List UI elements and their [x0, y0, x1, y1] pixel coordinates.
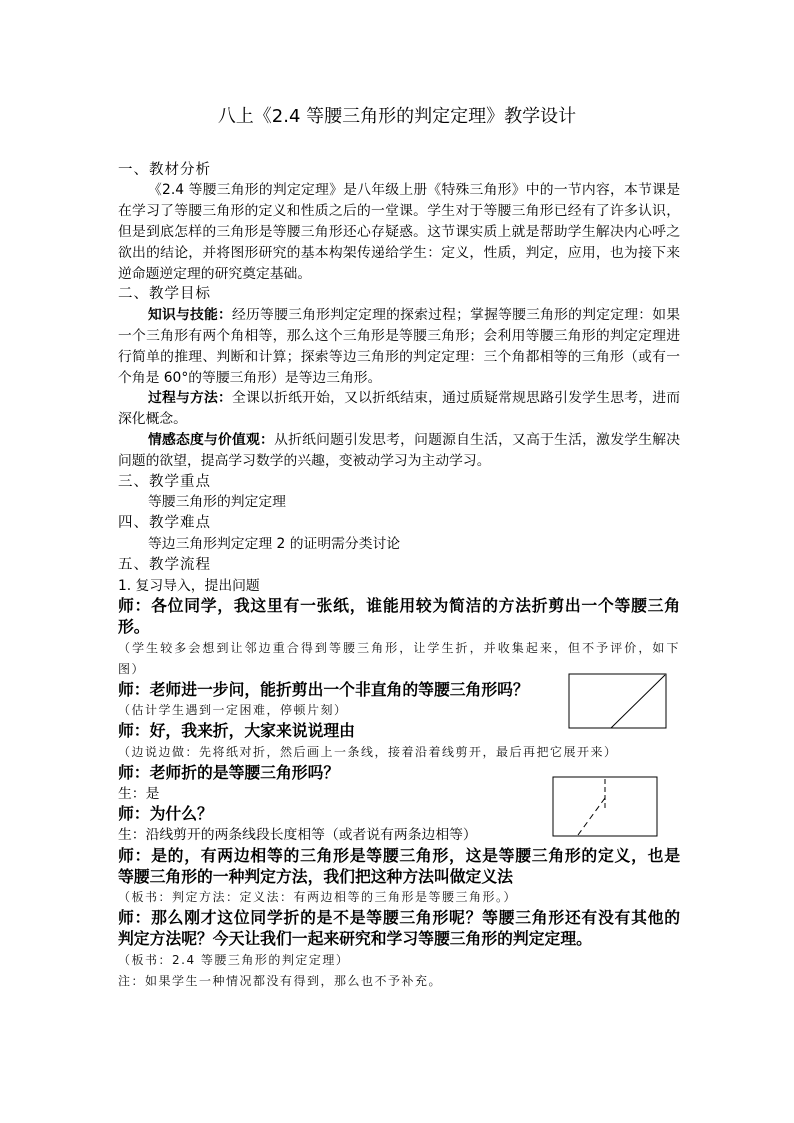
teacher-line: 判定方法呢？今天让我们一起来研究和学习等腰三角形的判定定理。	[118, 929, 592, 949]
cut-diagonal-line	[611, 675, 665, 728]
teacher-line: 等腰三角形的一种判定方法，我们把这种方法叫做定义法	[118, 866, 513, 886]
cut-rectangle-figure	[568, 673, 668, 730]
procedure-step-title: 1. 复习导入，提出问题	[118, 577, 260, 594]
note-line: 注：如果学生一种情况都没有得到，那么也不予补充。	[118, 973, 443, 988]
objective-process-line	[118, 388, 680, 409]
objective-knowledge-label: 知识与技能：	[148, 307, 233, 324]
student-line: 生：是	[118, 785, 160, 802]
objective-attitude-text: 从折纸问题引发思考，问题源自生活，又高于生活，激发学生解决	[274, 431, 681, 448]
analysis-line: 欲出的结论，并将图形研究的基本构架传递给学生：定义，性质，判定，应用，也为接下来	[118, 244, 680, 261]
student-line: 生：沿线剪开的两条线段长度相等（或者说有两条边相等）	[118, 827, 477, 844]
difficulties-text: 等边三角形判定定理 2 的证明需分类讨论	[148, 535, 401, 552]
objective-process-label: 过程与方法：	[148, 390, 233, 407]
teacher-line: 师：好，我来折，大家来说说理由	[118, 721, 355, 741]
teacher-line: 形。	[118, 617, 150, 637]
objective-attitude-line: 问题的欲望，提高学习数学的兴趣，变被动学习为主动学习。	[118, 452, 491, 469]
objective-knowledge-line: 一个三角形有两个角相等，那么这个三角形是等腰三角形；会利用等腰三角形的判定定理进	[118, 327, 680, 344]
objective-attitude-label: 情感态度与价值观：	[148, 431, 275, 448]
teacher-line: 师：老师进一步问，能折剪出一个非直角的等腰三角形吗？	[118, 679, 529, 699]
objective-knowledge-line: 个角是 60°的等腰三角形）是等边三角形。	[118, 369, 382, 386]
section-heading-procedure: 五、教学流程	[118, 556, 211, 573]
teacher-line: 师：为什么？	[118, 804, 213, 824]
analysis-line: 逆命题逆定理的研究奠定基础。	[118, 265, 312, 282]
key-points-text: 等腰三角形的判定定理	[148, 494, 286, 511]
teacher-line: 师：各位同学，我这里有一张纸，谁能用较为简洁的方法折剪出一个等腰三角	[118, 596, 680, 616]
document-title: 八上《2.4 等腰三角形的判定定理》教学设计	[217, 106, 577, 127]
note-line: （板书：判定方法：定义法：有两边相等的三角形是等腰三角形。）	[118, 890, 518, 905]
section-heading-analysis: 一、教材分析	[118, 161, 211, 178]
note-line: （边说边做：先将纸对折，然后画上一条线，接着沿着线剪开，最后再把它展开来）	[118, 744, 618, 759]
note-line: （学生较多会想到让邻边重合得到等腰三角形，让学生折，并收集起来，但不予评价，如下	[118, 640, 680, 655]
document-body	[118, 160, 680, 992]
objective-process-text: 全课以折纸开始，又以折纸结束，通过质疑常规思路引发学生思考，进而	[232, 390, 681, 407]
objective-knowledge-line	[118, 305, 680, 326]
paper-rectangle	[569, 674, 666, 728]
objective-attitude-line	[118, 430, 680, 451]
objective-process-line: 深化概念。	[118, 411, 187, 428]
objective-knowledge-text: 经历等腰三角形判定定理的探索过程；掌握等腰三角形的判定定理：如果	[232, 307, 681, 324]
section-heading-key-points: 三、教学重点	[118, 473, 211, 490]
teacher-line: 师：是的，有两边相等的三角形是等腰三角形，这是等腰三角形的定义，也是	[118, 845, 680, 865]
analysis-line: 但是到底怎样的三角形是等腰三角形还心存疑惑。这节课实质上就是帮助学生解决内心呼之	[118, 223, 680, 240]
note-line: 图）	[118, 661, 146, 676]
teacher-line: 师：老师折的是等腰三角形吗？	[118, 762, 340, 782]
section-heading-difficulties: 四、教学难点	[118, 515, 211, 532]
teacher-line: 师：那么刚才这位同学折的是不是等腰三角形呢？等腰三角形还有没有其他的	[118, 908, 680, 928]
analysis-line: 在学习了等腰三角形的定义和性质之后的一堂课。学生对于等腰三角形已经有了许多认识，	[118, 203, 680, 220]
folded-paper-figure	[552, 776, 659, 838]
section-heading-objectives: 二、教学目标	[118, 286, 211, 303]
note-line: （估计学生遇到一定困难，停顿片刻）	[118, 703, 348, 718]
objective-knowledge-line: 行简单的推理、判断和计算；探索等边三角形的判定定理：三个角都相等的三角形（或有一	[118, 348, 680, 365]
cut-line-dashed	[578, 798, 605, 835]
note-line: （板书：2.4 等腰三角形的判定定理）	[118, 952, 350, 967]
analysis-line: 《2.4 等腰三角形的判定定理》是八年级上册《特殊三角形》中的一节内容，本节课是	[148, 182, 680, 199]
